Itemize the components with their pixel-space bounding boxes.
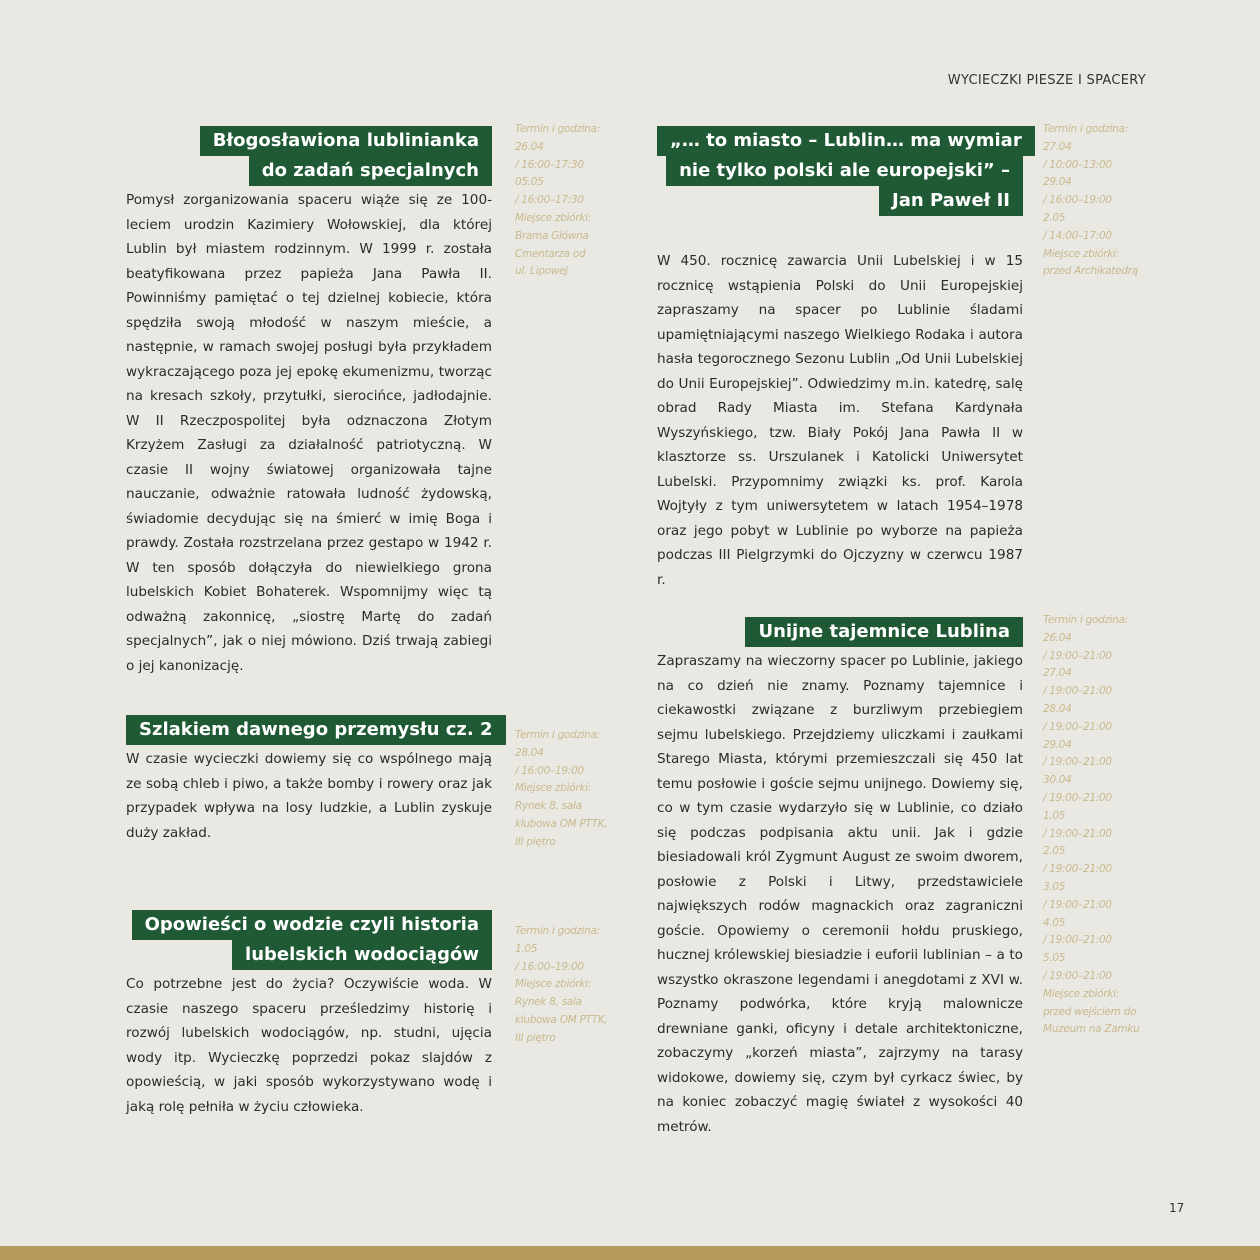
heading-line: Jan Paweł II — [879, 186, 1023, 216]
article-heading — [126, 715, 492, 745]
note-line: 1.05 — [1043, 809, 1066, 822]
note-line: / 19:00–21:00 — [1043, 756, 1112, 769]
article-body: W 450. rocznicę zawarcia Unii Lubelskiej i w 15 rocznicę wstąpienia Polski do Unii Europejskiej zapraszamy na spacer po Lublinie śladami upamiętniającymi naszego Wielkiego Rodaka i autora hasła tegorocznego Sezonu Lublin „Od Unii Lubelskiej do Unii Europejskiej”. Odwiedzimy m.in. katedrę, salę obrad Rady Miasta im. Stefana Kardynała Wyszyńskiego, tzw. Biały Pokój Jana Pawła II w klasztorze ss. Urszulanek i Katolicki Uniwersytet Lubelski. Przypomnimy związki ks. prof. Karola Wojtyły z tym uniwersytetem w latach 1954–1978 oraz jego pobyt w Lublinie po wyborze na papieża podczas III Pielgrzymki do Ojczyzny w czerwcu 1987 r. — [657, 253, 1023, 588]
note-line: / 16:00–17:30 — [515, 158, 584, 171]
note-line: 05.05 — [515, 176, 544, 189]
note-line: / 16:00–17:30 — [515, 194, 584, 207]
note-line: / 16:00–19:00 — [515, 764, 584, 777]
note-line: Termin i godzina: — [1043, 614, 1128, 626]
note-line: Miejsce zbiórki: — [515, 978, 591, 991]
note-line: 28.04 — [515, 746, 544, 759]
heading-line: „… to miasto – Lublin… ma wymiar — [657, 126, 1035, 156]
note-line: 3.05 — [1043, 880, 1066, 893]
note-line: 29.04 — [1043, 738, 1072, 751]
note-line: Brama Główna — [515, 229, 589, 242]
note-line: 30.04 — [1043, 774, 1072, 787]
note-line: Termin i godzina: — [515, 729, 600, 741]
schedule-note — [515, 923, 625, 1048]
note-line: Termin i godzina: — [515, 925, 600, 937]
note-line: Cmentarza od — [515, 247, 586, 260]
note-line: 2.05 — [1043, 845, 1066, 858]
note-line: / 19:00–21:00 — [1043, 934, 1112, 947]
article-heading — [126, 910, 492, 970]
note-line: 26.04 — [515, 140, 544, 153]
note-line: / 19:00–21:00 — [1043, 827, 1112, 840]
note-line: 28.04 — [1043, 702, 1072, 715]
note-line: Termin i godzina: — [515, 123, 600, 135]
note-line: 2.05 — [1043, 211, 1066, 224]
note-line: Miejsce zbiórki: — [515, 782, 591, 795]
note-line: klubowa OM PTTK, — [515, 817, 608, 830]
note-line: / 19:00–21:00 — [1043, 898, 1112, 911]
article-blogoslawiona — [126, 126, 492, 678]
article-body: Pomysł zorganizowania spaceru wiąże się ze 100-leciem urodzin Kazimiery Wołowskiej, dla której Lublin był miastem rodzinnym. W 1999 r. została beatyfikowana przez papieża Jana Pawła II. Powinniśmy pamiętać o tej dzielnej kobiecie, która spędziła swoją młodość w naszym mieście, a następnie, w ramach swojej posługi była przykładem wykraczającego poza jej epokę ekumenizmu, tworząc na kresach szkoły, przytułki, sierocińce, jadłodajnie. W II Rzeczpospolitej była odznaczona Złotym Krzyżem Zasługi za działalność patriotyczną. W czasie II wojny światowej organizowała tajne nauczanie, odważnie ratowała ludność żydowską, świadomie decydując się na śmierć w imię Boga i prawdy. Została rozstrzelana przez gestapo w 1942 r. W ten sposób dołączyła do niewielkiego grona lubelskich Kobiet Bohaterek. Wspomnijmy więc tą odważną zakonnicę, „siostrę Martę do zadań specjalnych”, jak o niej mówiono. Dziś trwają zabiegi o jej kanonizację. — [126, 192, 492, 674]
heading-line: nie tylko polski ale europejski” – — [666, 156, 1023, 186]
article-szlakiem-przemyslu — [126, 715, 492, 845]
heading-line: do zadań specjalnych — [249, 156, 492, 186]
bottom-bar — [0, 1246, 1260, 1260]
note-line: Miejsce zbiórki: — [1043, 987, 1119, 1000]
note-line: Muzeum na Zamku — [1043, 1023, 1140, 1036]
note-line: 27.04 — [1043, 667, 1072, 680]
article-heading — [657, 617, 1023, 647]
note-line: 5.05 — [1043, 952, 1066, 965]
note-line: / 14:00–17:00 — [1043, 229, 1112, 242]
note-line: 4.05 — [1043, 916, 1066, 929]
heading-line: lubelskich wodociągów — [232, 940, 492, 970]
note-line: Rynek 8, sala — [515, 800, 582, 813]
note-line: / 19:00–21:00 — [1043, 685, 1112, 698]
note-line: / 19:00–21:00 — [1043, 791, 1112, 804]
note-line: / 19:00–21:00 — [1043, 649, 1112, 662]
note-line: 1.05 — [515, 942, 538, 955]
article-unijne-tajemnice — [657, 617, 1023, 1139]
heading-line: Szlakiem dawnego przemysłu cz. 2 — [126, 715, 506, 745]
schedule-note — [515, 121, 625, 281]
article-body: Zapraszamy na wieczorny spacer po Lublinie, jakiego na co dzień nie znamy. Poznamy tajemnice i ciekawostki związane z burzliwym przebiegiem sejmu lubelskiego. Przejdziemy uliczkami i zaułkami Starego Miasta, którymi przemieszczali się 450 lat temu posłowie i goście sejmu unijnego. Dowiemy się, co w tym czasie wydarzyło się w Lublinie, co działo się podczas podpisania aktu unii. Jak i gdzie biesiadowali król Zygmunt August ze swoim dworem, posłowie z Polski i Litwy, przedstawiciele największych rodów magnackich oraz zagraniczni goście. Opowiemy o ceremonii hołdu pruskiego, hucznej królewskiej biesiadzie i euforii lublinian – a to wszystko okraszone legendami i anegdotami z XVI w. Poznamy podwórka, które kryją malownicze drewniane ganki, oficyny i detale architektoniczne, zobaczymy „korzeń miasta”, zajrzymy na tarasy widokowe, dowiemy się, czym był cyrkacz świec, by na koniec zobaczyć magię świateł z wysokości 40 metrów. — [657, 653, 1023, 1135]
note-line: 26.04 — [1043, 631, 1072, 644]
schedule-note — [515, 727, 625, 852]
note-line: III piętro — [515, 835, 556, 848]
note-line: / 19:00–21:00 — [1043, 969, 1112, 982]
article-heading — [657, 126, 1023, 216]
note-line: III piętro — [515, 1031, 556, 1044]
note-line: klubowa OM PTTK, — [515, 1013, 608, 1026]
note-line: przed wejściem do — [1043, 1005, 1137, 1018]
note-line: / 16:00–19:00 — [515, 960, 584, 973]
schedule-note — [1043, 612, 1153, 1039]
note-line: Miejsce zbiórki: — [515, 211, 591, 224]
article-heading — [126, 126, 492, 186]
note-line: Termin i godzina: — [1043, 123, 1128, 135]
heading-line: Unijne tajemnice Lublina — [745, 617, 1023, 647]
note-line: 27.04 — [1043, 140, 1072, 153]
note-line: 29.04 — [1043, 176, 1072, 189]
note-line: / 19:00–21:00 — [1043, 863, 1112, 876]
note-line: ul. Lipowej — [515, 265, 568, 278]
note-line: / 16:00–19:00 — [1043, 194, 1112, 207]
article-opowiesci-o-wodzie — [126, 910, 492, 1119]
note-line: / 19:00–21:00 — [1043, 720, 1112, 733]
heading-line: Opowieści o wodzie czyli historia — [132, 910, 492, 940]
heading-line: Błogosławiona lublinianka — [200, 126, 492, 156]
note-line: Rynek 8, sala — [515, 996, 582, 1009]
note-line: Miejsce zbiórki: — [1043, 247, 1119, 260]
article-body: Co potrzebne jest do życia? Oczywiście woda. W czasie naszego spaceru prześledzimy historię i rozwój lubelskich wodociągów, np. studni, ujęcia wody itp. Wycieczkę poprzedzi pokaz slajdów z opowieścią, w jaki sposób wykorzystywano wodę i jaką rolę pełniła w życiu człowieka. — [126, 976, 492, 1115]
note-line: / 10:00–13:00 — [1043, 158, 1112, 171]
page-number: 17 — [1169, 1201, 1185, 1215]
schedule-note — [1043, 121, 1153, 281]
article-body: W czasie wycieczki dowiemy się co wspólnego mają ze sobą chleb i piwo, a także bomby i rowery oraz jak przypadek wpływa na losy ludzkie, a Lublin zyskuje duży zakład. — [126, 751, 492, 841]
section-title: WYCIECZKI PIESZE I SPACERY — [947, 73, 1146, 88]
note-line: przed Archikatedrą — [1043, 265, 1138, 278]
article-jan-pawel — [657, 126, 1023, 592]
